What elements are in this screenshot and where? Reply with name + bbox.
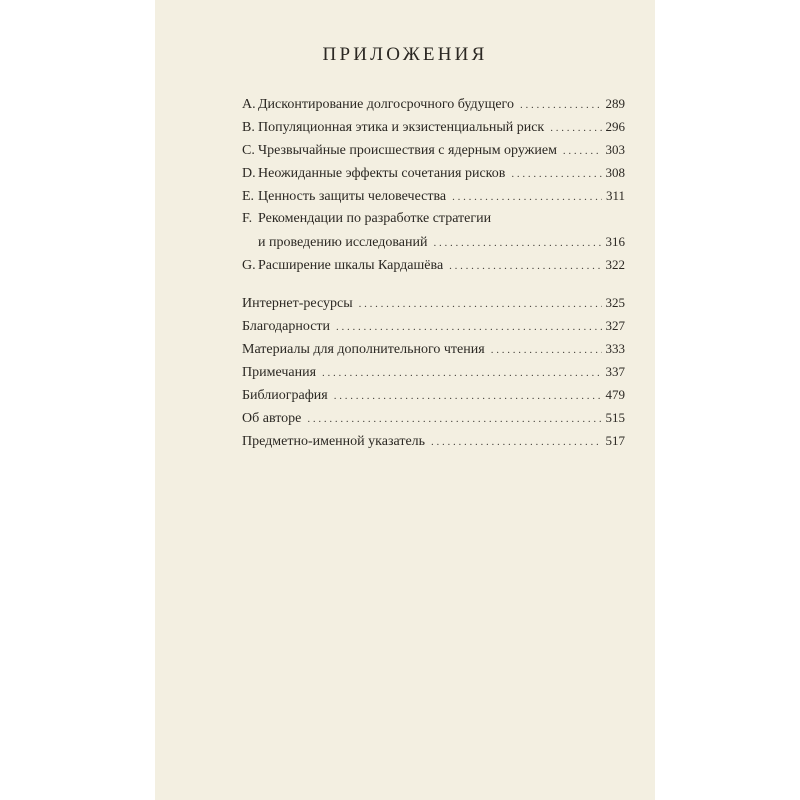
dot-leader (334, 385, 602, 408)
dot-leader (550, 117, 601, 140)
toc-entry-about-author (242, 406, 625, 429)
page-number: 479 (605, 387, 625, 402)
entry-title: Рекомендации по разработке стратегии (258, 211, 492, 226)
entry-title: Предметно-именной указатель (242, 434, 426, 449)
entry-letter: G. (242, 258, 256, 273)
page-number: 289 (605, 96, 625, 111)
toc-entry-f-line1 (242, 207, 625, 230)
entry-title: Дисконтирование долгосрочного будущего (258, 97, 514, 112)
entry-title: Расширение шкалы Кардашёва (258, 258, 444, 273)
dot-leader (563, 140, 602, 163)
entry-title: Материалы для дополнительного чтения (242, 342, 485, 357)
entry-title-continued: и проведению исследований (258, 235, 428, 250)
dot-leader (434, 232, 602, 255)
page-title: ПРИЛОЖЕНИЯ (322, 44, 488, 65)
dot-leader (449, 255, 601, 278)
entry-title: Ценность защиты человечества (258, 189, 447, 204)
toc-entry-bibliography (242, 383, 625, 406)
entry-letter: D. (242, 166, 256, 181)
dot-leader (520, 94, 602, 117)
entry-title: Об авторе (242, 411, 302, 426)
page-number: 322 (605, 257, 625, 272)
page-number: 515 (605, 410, 625, 425)
entry-letter: C. (242, 143, 255, 158)
dot-leader (452, 186, 602, 209)
entry-letter: A. (242, 97, 256, 112)
page-number: 316 (605, 234, 625, 249)
page-number: 327 (605, 318, 625, 333)
entry-title: Примечания (242, 365, 317, 380)
toc-entry-internet-resources (242, 291, 625, 314)
toc-entry-g (242, 253, 625, 276)
dot-leader (491, 339, 602, 362)
page-number: 296 (605, 119, 625, 134)
entry-title: Неожиданные эффекты сочетания рисков (258, 166, 506, 181)
book-page (155, 0, 655, 800)
toc-entry-notes (242, 360, 625, 383)
dot-leader (511, 163, 601, 186)
dot-leader (322, 362, 601, 385)
entry-title: Библиография (242, 388, 328, 403)
page-number: 303 (605, 142, 625, 157)
toc-entry-b (242, 115, 625, 138)
page-number: 308 (605, 165, 625, 180)
entry-title: Чрезвычайные происшествия с ядерным оружием (258, 143, 557, 158)
page-number: 337 (605, 364, 625, 379)
dot-leader (336, 316, 601, 339)
back-matter-list (242, 291, 625, 452)
toc-entry-a (242, 92, 625, 115)
toc-entry-c (242, 138, 625, 161)
appendices-list (242, 92, 625, 276)
toc-entry-d (242, 161, 625, 184)
entry-title: Интернет-ресурсы (242, 296, 353, 311)
dot-leader (307, 408, 601, 431)
dot-leader (359, 293, 602, 316)
toc-entry-f-line2 (242, 230, 625, 253)
entry-title: Популяционная этика и экзистенциальный риск (258, 120, 545, 135)
toc-entry-e (242, 184, 625, 207)
page-number: 517 (605, 433, 625, 448)
entry-letter: E. (242, 189, 255, 204)
toc-entry-acknowledgements (242, 314, 625, 337)
dot-leader (431, 431, 601, 454)
toc-entry-index (242, 429, 625, 452)
entry-letter: B. (242, 120, 255, 135)
page-number: 325 (605, 295, 625, 310)
page-number: 333 (605, 341, 625, 356)
entry-title: Благодарности (242, 319, 331, 334)
page-number: 311 (605, 188, 625, 203)
toc-entry-further-reading (242, 337, 625, 360)
entry-letter: F. (242, 211, 253, 226)
